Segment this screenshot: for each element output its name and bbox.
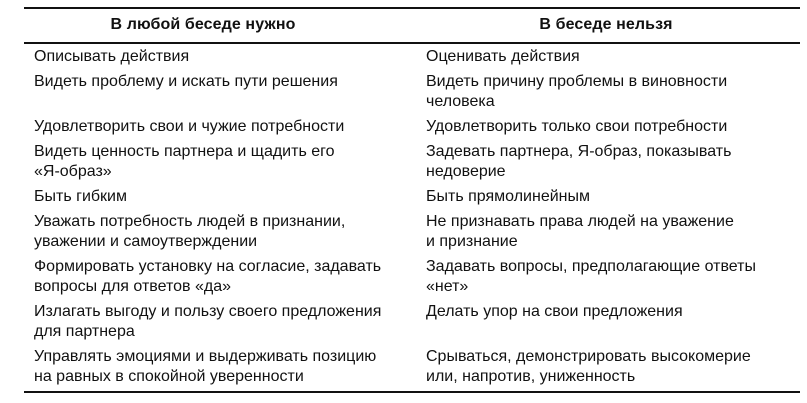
cell-should-not — [412, 184, 800, 209]
cell-text-line: для партнера — [34, 323, 135, 340]
comparison-table — [24, 7, 800, 393]
cell-text-line: Видеть проблему и искать пути решения — [34, 73, 338, 90]
cell-text-line: Описывать действия — [34, 48, 190, 65]
cell-text-line: уважении и самоутверждении — [34, 233, 258, 250]
cell-text-line: «Я-образ» — [34, 163, 112, 180]
cell-should-not — [412, 344, 800, 392]
cell-text-line: «нет» — [426, 278, 469, 295]
cell-text-line: человека — [426, 93, 495, 110]
cell-text-line: Не признавать права людей на уважение — [426, 213, 734, 230]
cell-should — [24, 139, 412, 184]
cell-should-not — [412, 139, 800, 184]
table-header-row — [24, 8, 800, 43]
cell-text-line: Быть прямолинейным — [426, 188, 590, 205]
table-row — [24, 69, 800, 114]
cell-text-line: Задевать партнера, Я-образ, показывать — [426, 143, 732, 160]
cell-text-line: и признание — [426, 233, 518, 250]
cell-should — [24, 344, 412, 392]
cell-text-line: на равных в спокойной уверенности — [34, 368, 304, 385]
cell-text-line: Управлять эмоциями и выдерживать позицию — [34, 348, 377, 365]
table-row — [24, 254, 800, 299]
cell-should — [24, 43, 412, 69]
table-row — [24, 209, 800, 254]
cell-text-line: вопросы для ответов «да» — [34, 278, 231, 295]
table-row — [24, 299, 800, 344]
cell-should-not — [412, 209, 800, 254]
cell-should-not — [412, 299, 800, 344]
table-row — [24, 114, 800, 139]
table-row — [24, 184, 800, 209]
cell-text-line: недоверие — [426, 163, 506, 180]
cell-text-line: Удовлетворить свои и чужие потребности — [34, 118, 345, 135]
cell-text-line: или, напротив, униженность — [426, 368, 636, 385]
comparison-table-container — [24, 7, 800, 393]
cell-text-line: Видеть причину проблемы в виновности — [426, 73, 728, 90]
cell-text-line: Делать упор на свои предложения — [426, 303, 683, 320]
table-body — [24, 43, 800, 392]
cell-should — [24, 114, 412, 139]
cell-text-line: Задавать вопросы, предполагающие ответы — [426, 258, 756, 275]
header-should-not: В беседе нельзя — [412, 8, 800, 43]
cell-should — [24, 209, 412, 254]
cell-text-line: Формировать установку на согласие, задавать — [34, 258, 382, 275]
header-should: В любой беседе нужно — [24, 8, 412, 43]
cell-text-line: Видеть ценность партнера и щадить его — [34, 143, 335, 160]
cell-should-not — [412, 254, 800, 299]
cell-should — [24, 69, 412, 114]
cell-text-line: Срываться, демонстрировать высокомерие — [426, 348, 751, 365]
cell-text-line: Оценивать действия — [426, 48, 580, 65]
cell-should — [24, 299, 412, 344]
cell-text-line: Удовлетворить только свои потребности — [426, 118, 728, 135]
cell-should-not — [412, 43, 800, 69]
cell-should-not — [412, 69, 800, 114]
cell-should — [24, 184, 412, 209]
cell-should — [24, 254, 412, 299]
table-row — [24, 139, 800, 184]
cell-should-not — [412, 114, 800, 139]
table-row — [24, 344, 800, 392]
cell-text-line: Быть гибким — [34, 188, 127, 205]
cell-text-line: Уважать потребность людей в признании, — [34, 213, 346, 230]
table-row — [24, 43, 800, 69]
cell-text-line: Излагать выгоду и пользу своего предложения — [34, 303, 382, 320]
